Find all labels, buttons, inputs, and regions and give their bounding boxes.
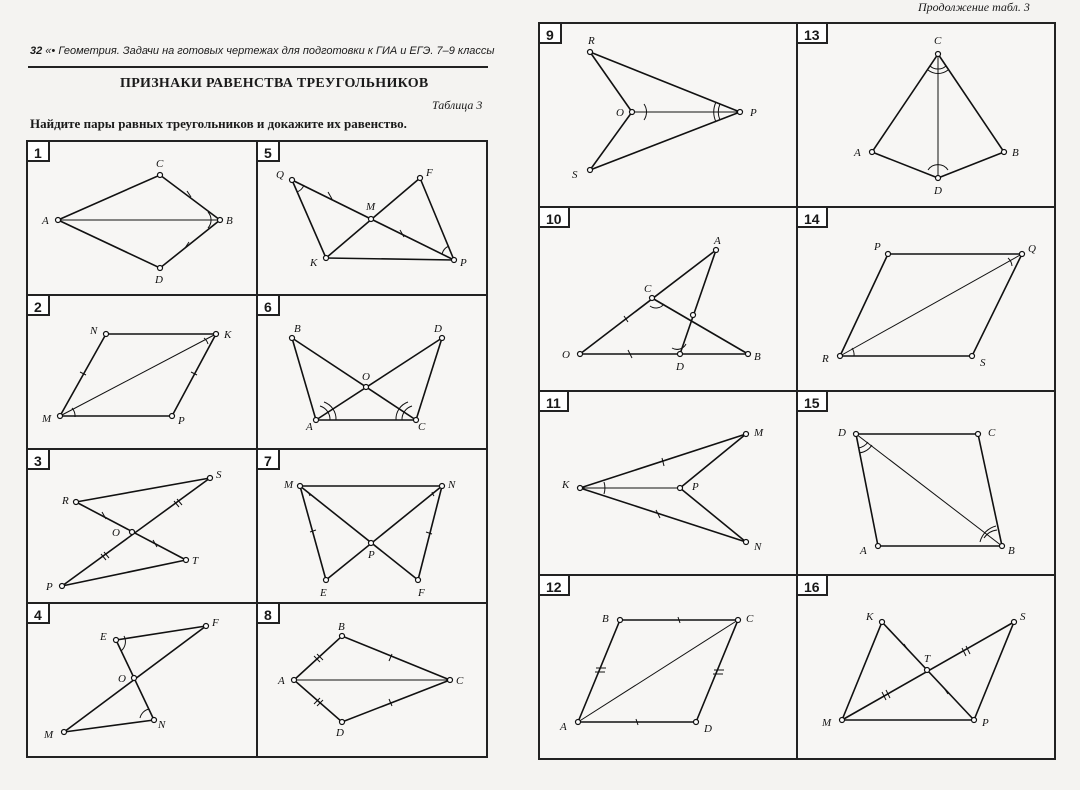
label: Q [1028, 243, 1036, 255]
label: A [714, 235, 721, 247]
label: S [572, 169, 578, 181]
label: F [426, 167, 433, 179]
instruction: Найдите пары равных треугольников и докажите их равенство. [30, 116, 407, 131]
problem-cell-1 [26, 140, 258, 296]
label: A [860, 545, 867, 557]
label: A [560, 721, 567, 733]
label: R [62, 495, 69, 507]
label: A [854, 147, 861, 159]
figure-14 [798, 208, 1056, 392]
label: F [212, 617, 219, 629]
label: D [704, 723, 712, 735]
label: O [118, 673, 126, 685]
page-number: 32 [30, 45, 43, 57]
problem-cell-16 [796, 574, 1056, 760]
header-rule [28, 66, 488, 68]
problem-cell-2 [26, 294, 258, 450]
label: Q [276, 169, 284, 181]
label: O [112, 527, 120, 539]
continuation-label: Продолжение табл. 3 [918, 0, 1030, 14]
label: D [434, 323, 442, 335]
problem-number: 12 [538, 574, 570, 596]
label: K [310, 257, 318, 269]
label: M [822, 717, 832, 729]
figure-13 [798, 24, 1056, 208]
label: N [754, 541, 762, 553]
problem-number: 11 [538, 390, 569, 412]
label: T [192, 555, 199, 567]
label: C [156, 158, 164, 170]
label: A [306, 421, 313, 433]
problem-cell-9 [538, 22, 798, 208]
label: B [226, 215, 233, 227]
label: P [750, 107, 757, 119]
problem-cell-5 [256, 140, 488, 296]
label: D [676, 361, 684, 373]
label: N [90, 325, 98, 337]
label: B [294, 323, 301, 335]
running-header: 32 «• Геометрия. Задачи на готовых чертежах для подготовки к ГИА и ЕГЭ. 7–9 классы [30, 45, 495, 57]
problem-number: 15 [796, 390, 828, 412]
section-title: ПРИЗНАКИ РАВЕНСТВА ТРЕУГОЛЬНИКОВ [120, 76, 429, 91]
label: C [746, 613, 754, 625]
label: M [754, 427, 764, 439]
problem-number: 2 [26, 294, 50, 316]
label: D [934, 185, 942, 197]
label: M [42, 413, 52, 425]
problem-cell-4 [26, 602, 258, 758]
problem-cell-12 [538, 574, 798, 760]
figure-6 [258, 296, 488, 450]
label: S [216, 469, 222, 481]
label: B [754, 351, 761, 363]
label: R [588, 35, 595, 47]
label: S [1020, 611, 1026, 623]
label: P [692, 481, 699, 493]
problem-number: 10 [538, 206, 570, 228]
label: B [602, 613, 609, 625]
problem-number: 7 [256, 448, 280, 470]
figure-15 [798, 392, 1056, 576]
table-label: Таблица 3 [432, 98, 483, 112]
label: A [278, 675, 285, 687]
problem-number: 1 [26, 140, 50, 162]
figure-7 [258, 450, 488, 604]
label: A [42, 215, 49, 227]
label: C [988, 427, 996, 439]
problem-number: 4 [26, 602, 50, 624]
problem-number: 8 [256, 602, 280, 624]
problem-number: 13 [796, 22, 828, 44]
label: P [368, 549, 375, 561]
problem-number: 3 [26, 448, 50, 470]
label: B [338, 621, 345, 633]
figure-4 [28, 604, 258, 758]
label: F [418, 587, 425, 599]
label: D [838, 427, 846, 439]
label: N [158, 719, 166, 731]
label: O [562, 349, 570, 361]
problem-number: 6 [256, 294, 280, 316]
label: B [1008, 545, 1015, 557]
label: O [616, 107, 624, 119]
problem-cell-8 [256, 602, 488, 758]
figure-3 [28, 450, 258, 604]
label: M [284, 479, 294, 491]
problem-cell-15 [796, 390, 1056, 576]
problem-cell-10 [538, 206, 798, 392]
label: K [866, 611, 874, 623]
label: C [456, 675, 464, 687]
label: S [980, 357, 986, 369]
problem-cell-14 [796, 206, 1056, 392]
label: P [178, 415, 185, 427]
label: P [460, 257, 467, 269]
label: N [448, 479, 456, 491]
figure-9 [540, 24, 798, 208]
label: C [418, 421, 426, 433]
label: M [366, 201, 376, 213]
problem-cell-3 [26, 448, 258, 604]
figure-11 [540, 392, 798, 576]
label: B [1012, 147, 1019, 159]
label: K [224, 329, 232, 341]
label: K [562, 479, 570, 491]
label: D [336, 727, 344, 739]
label: O [362, 371, 370, 383]
label: C [644, 283, 652, 295]
problem-cell-7 [256, 448, 488, 604]
figure-10 [540, 208, 798, 392]
label: R [822, 353, 829, 365]
label: P [874, 241, 881, 253]
figure-2 [28, 296, 258, 450]
figure-16 [798, 576, 1056, 760]
figure-12 [540, 576, 798, 760]
label: P [46, 581, 53, 593]
label: P [982, 717, 989, 729]
problem-number: 9 [538, 22, 562, 44]
problem-number: 5 [256, 140, 280, 162]
running-title: Геометрия. Задачи на готовых чертежах для подготовки к ГИА и ЕГЭ. 7–9 классы [58, 45, 495, 57]
label: E [320, 587, 327, 599]
label: M [44, 729, 54, 741]
figure-8 [258, 604, 488, 758]
problem-cell-11 [538, 390, 798, 576]
problem-cell-13 [796, 22, 1056, 208]
label: T [924, 653, 931, 665]
label: E [100, 631, 107, 643]
label: C [934, 35, 942, 47]
figure-1 [28, 142, 258, 296]
problem-number: 16 [796, 574, 828, 596]
problem-number: 14 [796, 206, 828, 228]
figure-5 [258, 142, 488, 296]
problem-cell-6 [256, 294, 488, 450]
label: D [155, 274, 163, 286]
